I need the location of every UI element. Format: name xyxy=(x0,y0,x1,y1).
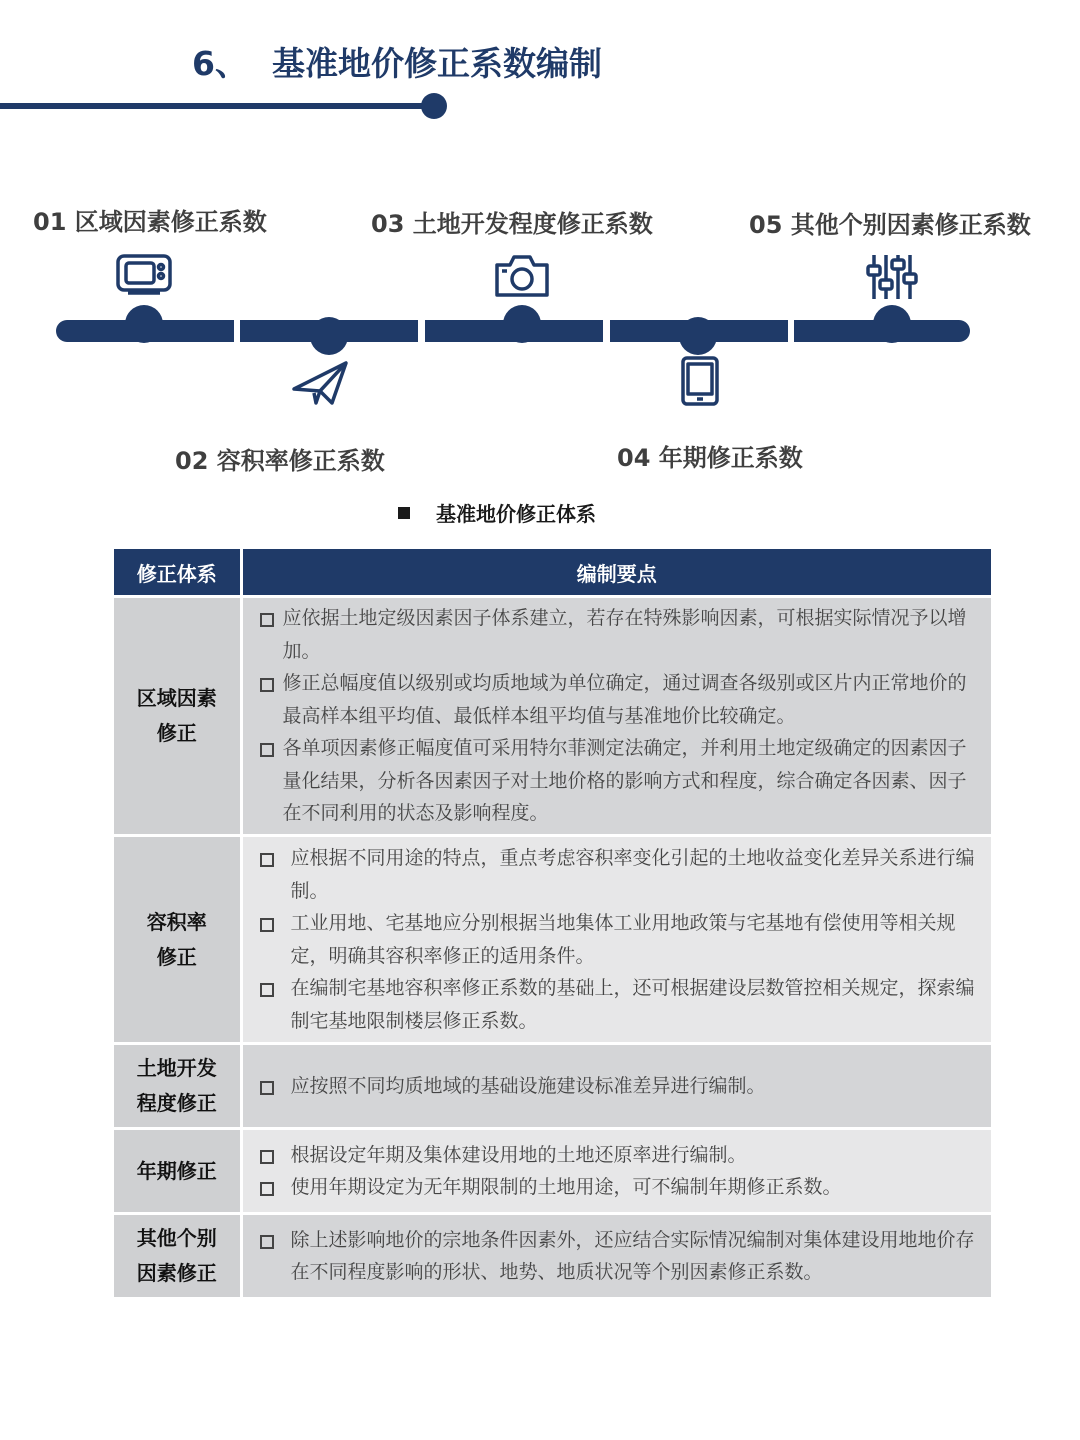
category-line: 因素修正 xyxy=(136,1261,217,1285)
title-underline xyxy=(0,103,436,109)
category-cell xyxy=(114,597,241,836)
checkbox-bullet-icon xyxy=(260,853,274,867)
checkbox-bullet-icon xyxy=(260,678,274,692)
timeline-segment-05 xyxy=(794,320,970,342)
checkbox-bullet-icon xyxy=(260,743,274,757)
checkbox-bullet-icon xyxy=(260,1182,274,1196)
timeline-segment-04 xyxy=(610,320,788,342)
list-item xyxy=(259,1139,980,1172)
category-line: 年期修正 xyxy=(136,1158,217,1183)
table-row xyxy=(114,1129,991,1214)
table-row xyxy=(114,1044,991,1129)
header-cell-points: 编制要点 xyxy=(241,549,991,597)
section-title: 基准地价修正系数编制 xyxy=(271,44,602,83)
point-text: 各单项因素修正幅度值可采用特尔菲测定法确定，并利用土地定级确定的因素因子量化结果，分析各因素因子对土地价格的影响方式和程度，综合确定各因素、因子在不同利用的状态及影响程度。 xyxy=(282,737,967,825)
timeline-segment-03 xyxy=(425,320,603,342)
category-cell xyxy=(114,836,241,1044)
table-caption-text: 基准地价修正体系 xyxy=(436,502,596,526)
category-line: 其他个别 xyxy=(136,1226,217,1250)
points-cell xyxy=(241,597,991,836)
camera-icon xyxy=(492,251,552,301)
list-item xyxy=(259,1171,980,1204)
point-text: 应依据土地定级因素因子体系建立，若存在特殊影响因素，可根据实际情况予以增加。 xyxy=(282,607,967,662)
sliders-icon xyxy=(862,252,922,302)
checkbox-bullet-icon xyxy=(260,918,274,932)
table-header-row xyxy=(114,549,991,597)
title-underline-dot xyxy=(421,93,447,119)
point-text: 应按照不同均质地域的基础设施建设标准差异进行编制。 xyxy=(290,1074,766,1097)
checkbox-bullet-icon xyxy=(260,1150,274,1164)
timeline-segment-02 xyxy=(240,320,418,342)
list-item xyxy=(259,972,980,1037)
square-bullet-icon xyxy=(398,507,410,519)
tv-icon xyxy=(114,249,174,299)
table-row xyxy=(114,1214,991,1298)
point-text: 除上述影响地价的宗地条件因素外，还应结合实际情况编制对集体建设用地地价存在不同程度影响的形状、地势、地质状况等个别因素修正系数。 xyxy=(290,1228,975,1283)
list-item xyxy=(259,1070,980,1103)
category-cell xyxy=(114,1214,241,1298)
category-line: 修正 xyxy=(156,944,197,969)
header-cell-system: 修正体系 xyxy=(114,549,241,597)
point-text: 工业用地、宅基地应分别根据当地集体工业用地政策与宅基地有偿使用等相关规定，明确其容积率修正的适用条件。 xyxy=(290,912,956,967)
category-line: 土地开发 xyxy=(136,1056,217,1080)
paper-plane-icon xyxy=(290,359,350,409)
table-row xyxy=(114,597,991,836)
point-text: 修正总幅度值以级别或均质地域为单位确定，通过调查各级别或区片内正常地价的最高样本组平均值、最低样本组平均值与基准地价比较确定。 xyxy=(282,672,967,727)
list-item xyxy=(259,842,980,907)
list-item xyxy=(259,602,980,667)
timeline-label-01: 01 区域因素修正系数 xyxy=(33,208,267,236)
checkbox-bullet-icon xyxy=(260,1081,274,1095)
list-item xyxy=(259,732,980,830)
table-row xyxy=(114,836,991,1044)
list-item xyxy=(259,667,980,732)
checkbox-bullet-icon xyxy=(260,613,274,627)
timeline-label-05: 05 其他个别因素修正系数 xyxy=(749,211,1031,239)
point-text: 应根据不同用途的特点，重点考虑容积率变化引起的土地收益变化差异关系进行编制。 xyxy=(290,847,975,902)
category-cell xyxy=(114,1129,241,1214)
category-line: 修正 xyxy=(156,721,197,745)
section-number: 6、 xyxy=(192,44,248,83)
checkbox-bullet-icon xyxy=(260,983,274,997)
correction-system-table xyxy=(114,549,991,1297)
points-cell xyxy=(241,1044,991,1129)
point-text: 在编制宅基地容积率修正系数的基础上，还可根据建设层数管控相关规定，探索编制宅基地限制楼层修正系数。 xyxy=(290,977,975,1032)
page-title xyxy=(192,38,602,85)
point-text: 使用年期设定为无年期限制的土地用途，可不编制年期修正系数。 xyxy=(290,1176,842,1198)
list-item xyxy=(259,907,980,972)
timeline-label-03: 03 土地开发程度修正系数 xyxy=(371,210,653,238)
point-text: 根据设定年期及集体建设用地的土地还原率进行编制。 xyxy=(290,1143,747,1166)
timeline-label-02: 02 容积率修正系数 xyxy=(175,447,385,475)
category-cell xyxy=(114,1044,241,1129)
category-line: 容积率 xyxy=(146,909,207,934)
category-line: 区域因素 xyxy=(136,686,217,710)
points-cell xyxy=(241,1129,991,1214)
points-cell xyxy=(241,1214,991,1298)
table-caption xyxy=(398,498,596,527)
list-item xyxy=(259,1224,980,1289)
category-line: 程度修正 xyxy=(136,1091,217,1115)
timeline-label-04: 04 年期修正系数 xyxy=(617,444,803,472)
points-cell xyxy=(241,836,991,1044)
timeline-segment-01 xyxy=(56,320,234,342)
checkbox-bullet-icon xyxy=(260,1235,274,1249)
tablet-icon xyxy=(670,356,730,406)
